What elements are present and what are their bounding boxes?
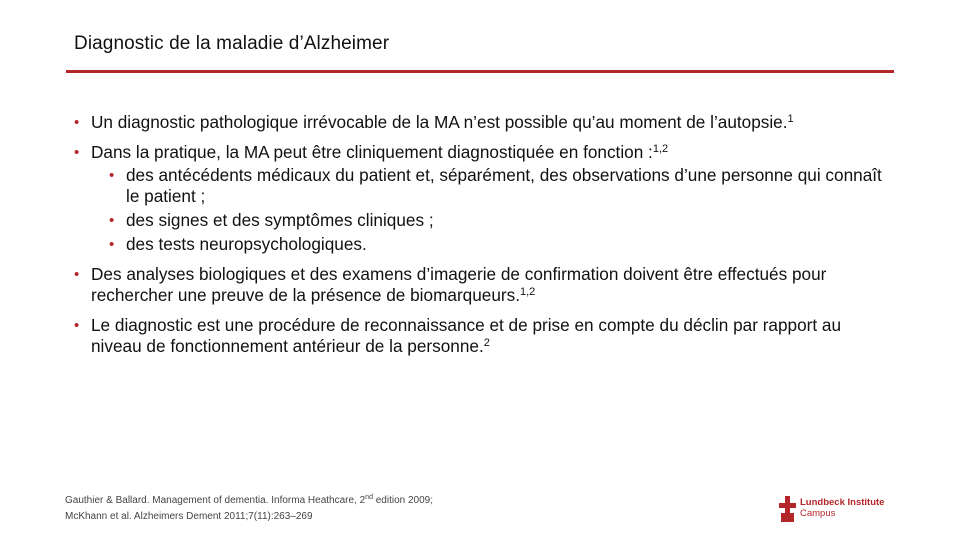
- citation-sup: 1: [787, 113, 794, 125]
- sub-bullet-list: [109, 165, 894, 255]
- lundbeck-logo: [778, 495, 898, 523]
- bullet-clinical-diagnosis: [74, 142, 894, 255]
- citation-sup: 2: [483, 337, 490, 349]
- citation-sup: 1,2: [652, 143, 669, 155]
- reference-text: Gauthier & Ballard. Management of dementia. Informa Heathcare, 2: [65, 495, 366, 506]
- citation-sup: 1,2: [520, 286, 536, 298]
- title-divider: [66, 70, 894, 73]
- bullet-decline: [74, 315, 894, 357]
- sub-bullet-history: • des antécédents médicaux du patient et, séparément, des observations d’une personne qui connaît le patient ;: [109, 165, 894, 207]
- bullet-text: Le diagnostic est une procédure de reconnaissance et de prise en compte du déclin par rapport au niveau de fonctionnement antérieur de la personne.: [91, 315, 842, 356]
- reference-text: edition 2009;: [372, 495, 434, 506]
- bullet-text: Des analyses biologiques et des examens d’imagerie de confirmation doivent être effectués pour rechercher une preuve de la présence de biomarqueurs.: [91, 264, 827, 305]
- logo-text: [800, 497, 884, 519]
- slide-body: [74, 112, 894, 366]
- page-title: Diagnostic de la maladie d’Alzheimer: [74, 33, 390, 54]
- sub-bullet-signs: • des signes et des symptômes cliniques ;: [109, 210, 894, 231]
- reference-1: [65, 493, 433, 509]
- sub-bullet-tests: • des tests neuropsychologiques.: [109, 234, 894, 255]
- reference-2: McKhann et al. Alzheimers Dement 2011;7(11):263–269: [65, 511, 313, 522]
- bullet-text: Dans la pratique, la MA peut être cliniquement diagnostiquée en fonction :: [91, 142, 653, 162]
- bullet-biomarkers: [74, 264, 894, 306]
- reference-sup: nd: [365, 494, 373, 501]
- bullet-list: [74, 112, 894, 357]
- bullet-text: Un diagnostic pathologique irrévocable de la MA n’est possible qu’au moment de l’autopsie.: [91, 112, 788, 132]
- logo-line-institute: Lundbeck Institute: [800, 497, 885, 508]
- references: [65, 493, 433, 525]
- logo-line-campus: Campus: [800, 508, 836, 519]
- lundbeck-cross-figure-icon: [778, 495, 798, 523]
- bullet-autopsy: [74, 112, 894, 133]
